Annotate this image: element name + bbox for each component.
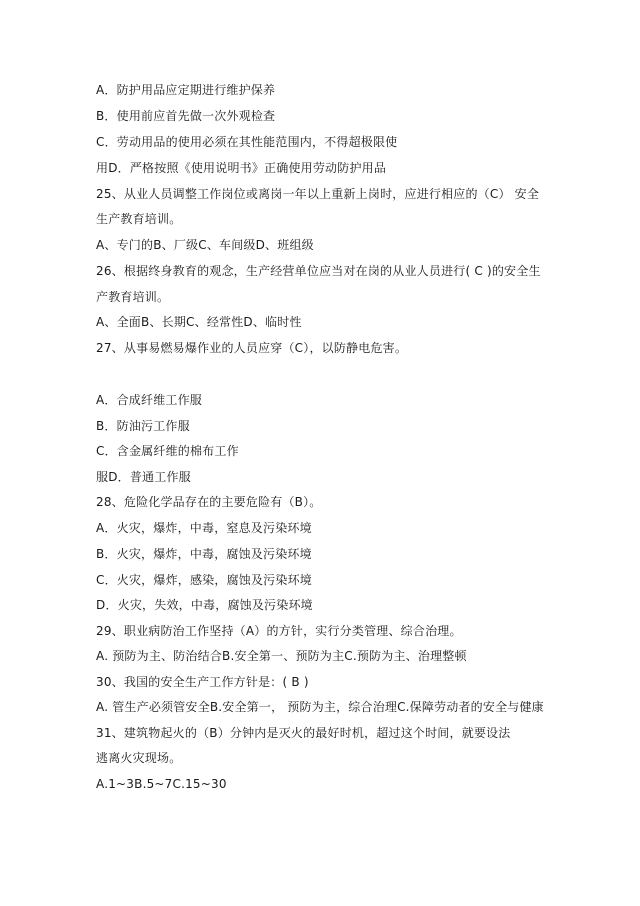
question-27-option-a: A．合成纤维工作服 [96, 393, 203, 407]
text-line-option-c-performance: C．劳动用品的使用必须在其性能范围内，不得超极限使 [96, 135, 398, 149]
question-28-option-d: D．火灾，失效，中毒，腐蚀及污染环境 [96, 598, 313, 612]
text-line-option-a-maintenance: A．防护用品应定期进行维护保养 [96, 83, 276, 97]
question-26: 26、根据终身教育的观念，生产经营单位应当对在岗的从业人员进行( C )的安全生 [96, 264, 541, 278]
question-28-option-b: B．火灾，爆炸，中毒，腐蚀及污染环境 [96, 547, 312, 561]
question-30-options: A. 管生产必须管安全B.安全第一， 预防为主，综合治理C.保障劳动者的安全与健康 [96, 700, 544, 714]
question-31: 31、建筑物起火的（B）分钟内是灭火的最好时机，超过这个时间，就要设法 [96, 726, 511, 740]
text-line-option-b-inspection: B．使用前应首先做一次外观检查 [96, 109, 276, 123]
question-27-option-b: B．防油污工作服 [96, 419, 190, 433]
question-31-options: A.1~3B.5~7C.15~30 [96, 777, 227, 791]
text-line-option-d-manual: 用D．严格按照《使用说明书》正确使用劳动防护用品 [96, 161, 387, 175]
question-25-continued: 生产教育培训。 [96, 212, 182, 226]
question-25: 25、从业人员调整工作岗位或离岗一年以上重新上岗时，应进行相应的（C） 安全 [96, 187, 540, 201]
question-28-option-a: A．火灾，爆炸，中毒，窒息及污染环境 [96, 521, 312, 535]
question-27-option-d: 服D．普通工作服 [96, 470, 191, 484]
question-26-options: A、全面B、长期C、经常性D、临时性 [96, 315, 302, 329]
question-31-continued: 逃离火灾现场。 [96, 751, 182, 765]
question-29: 29、职业病防治工作坚持（A）的方针，实行分类管理、综合治理。 [96, 624, 462, 638]
question-27: 27、从事易燃易爆作业的人员应穿（C），以防静电危害。 [96, 341, 408, 355]
question-29-options: A. 预防为主、防治结合B.安全第一、预防为主C.预防为主、治理整顿 [96, 649, 467, 663]
question-25-options: A、专门的B、厂级C、车间级D、班组级 [96, 238, 314, 252]
question-27-option-c: C．含金属纤维的棉布工作 [96, 444, 239, 458]
question-26-continued: 产教育培训。 [96, 290, 170, 304]
question-28-option-c: C．火灾，爆炸，感染，腐蚀及污染环境 [96, 573, 312, 587]
question-30: 30、我国的安全生产工作方针是：( B ) [96, 675, 309, 689]
question-28: 28、危险化学品存在的主要危险有（B）。 [96, 495, 322, 509]
